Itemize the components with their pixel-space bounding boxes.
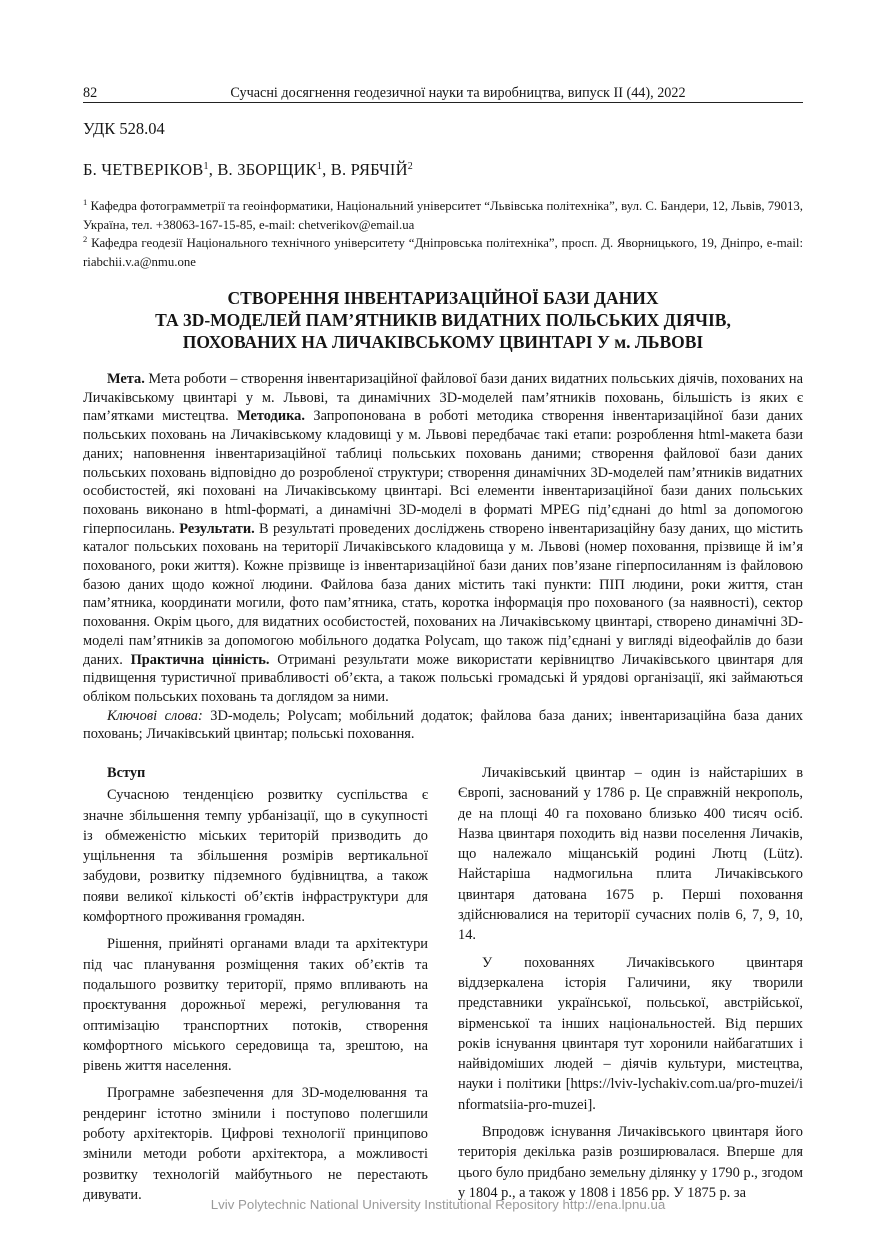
title-line: ПОХОВАНИХ НА ЛИЧАКІВСЬКОМУ ЦВИНТАРІ У м. ЛЬВОВІ [182,332,704,352]
author-affil-mark: 1 [203,161,209,172]
aim-text: Мета роботи – створення інвентаризаційної файлової бази даних видатних польських діячів, похованих на Личаківському цвинтарі у м. Львові, та динамічних 3D-моделей пам’ятників поховань, більшість із яких є пам’ятками мистецтва. [83,371,803,425]
repository-footer: Lviv Polytechnic National University Institutional Repository http://ena.lpnu.ua [210,1197,666,1212]
body-column-left [83,763,428,1212]
method-label: Методика. [237,408,305,425]
reference-url: [https://lviv-lychakiv.com.ua/pro-muzei/informatsiia-pro-muzei]. [458,1076,803,1113]
method-text: Запропонована в роботі методика створення інвентаризаційної бази даних польських поховань на Личаківському кладовищі у м. Львові передбачає такі етапи: розроблення html-макета бази даних; наповнення інвентаризаційної таблиці польських поховань даними; створення файлової бази даних польських поховань відповідно до розробленої структури; створення динамічних 3D-моделей пам’ятників видатних особистостей, які поховані на Личаківському цвинтарі. Всі елементи інвентаризаційної бази даних польських поховань виконано в html-форматі, а динамічні 3D-моделі в форматі MPEG під’єднані до html за допомогою гіперпосилань. [83,408,803,537]
affiliation-1 [83,197,803,235]
abstract-paragraph [83,370,803,707]
author-name: В. РЯБЧІЙ [330,160,408,179]
author-list: Б. ЧЕТВЕРІКОВ$^1$, В. ЗБОРЩИК$^1$, В. РЯБЧІЙ$^2$ [83,160,413,179]
title-line: ТА 3D-МОДЕЛЕЙ ПАМ’ЯТНИКІВ ВИДАТНИХ ПОЛЬСЬКИХ ДІЯЧІВ, [155,310,731,330]
results-label: Результати. [179,520,255,537]
affiliation-mark: 2 [83,234,88,244]
body-column-right [458,763,803,1210]
affiliation-2 [83,234,803,272]
journal-title: Сучасні досягнення геодезичної науки та виробництва, випуск II (44), 2022 [230,85,686,101]
body-paragraph: Личаківський цвинтар – один із найстаріших в Європі, заснований у 1786 р. Це справжній некрополь, де на площі 40 га поховано близько 400 тисяч осіб. Назва цвинтаря походить від назви поселення Личаків, що належало міщанській родині Лютц (Lütz). Найстаріша надмогильна плита Личаківського цвинтаря датована 1675 р. Перші поховання здійснювалися на території сучасних полів 6, 7, 9, 10, 14. [458,765,803,944]
body-paragraph: Рішення, прийняті органами влади та архітектури під час планування розміщення таких об’єктів та подальшого розвитку території, прямо впливають на проєктування дорожньої мережі, регулювання та оптимізацію транспортних потоків, створення комфортного міського середовища та, зрештою, на рівень життя населення. [83,936,428,1075]
body-paragraph [458,953,803,1115]
title-line: СТВОРЕННЯ ІНВЕНТАРИЗАЦІЙНОЇ БАЗИ ДАНИХ [227,288,659,308]
author-name: В. ЗБОРЩИК [217,160,317,179]
aim-label: Мета. [107,371,145,387]
page-number: 82 [83,85,98,101]
affiliation-text: Кафедра фотограмметрії та геоінформатики, Національний університет “Львівська політехніка”, вул. С. Бандери, 12, Львів, 79013, Україна, тел. +38063-167-15-85, e-mail: chetverikov@email.ua [83,199,803,232]
keywords-text: 3D-модель; Polycam; мобільний додаток; файлова база даних; інвентаризаційна база даних поховань; Личаківський цвинтар; польські поховання. [83,707,803,743]
body-paragraph-text: У похованнях Личаківського цвинтаря віддзеркалена історія Галичини, яку творили представники української, польської, австрійської, вірменської та інших національностей. Від перших років існування цвинтаря тут хоронили найбагатших і найвідоміших людей – діячів культури, мистецтва, науки і політики [458,954,803,1093]
body-paragraph: Впродовж існування Личаківського цвинтаря його територія декілька разів розширювалася. Вперше для цього було придбано земельну ділянку у 1790 р., згодом у 1804 р., а також у 1808 і 1856 рр. У 1875 р. за [458,1124,803,1201]
section-heading-intro: Вступ [107,765,146,781]
body-paragraph: Сучасною тенденцією розвитку суспільства є значне збільшення темпу урбанізації, що в сукупності із обмеженістю міських територій призводить до ущільнення та збільшення розмірів вертикальної забудови, розвитку підземного будівництва, а також появи великої кількості об’єктів інфраструктури для комфортного проживання громадян. [83,787,428,926]
body-paragraph: Програмне забезпечення для 3D-моделювання та рендеринг істотно змінили і поступово полегшили роботу архітекторів. Цифрові технології принципово змінили методи роботи архітектора, а можливості розвитку технологій майбутнього не перестають дивувати. [83,1085,428,1203]
affiliation-mark: 1 [83,197,88,207]
udc-code: УДК 528.04 [83,119,165,138]
author-affil-mark: 1 [316,161,323,172]
practical-text: Отримані результати може використати керівництво Личаківського цвинтаря для підвищення туристичної привабливості об’єкта, а також польські громадські й урядові організації, які займаються обліком польських поховань та доглядом за ними. [83,651,803,705]
keywords-paragraph [83,707,803,744]
abstract [83,370,803,744]
running-header [83,84,803,103]
keywords-label: Ключові слова: [107,707,203,724]
paper-title [83,287,803,353]
author-name: Б. ЧЕТВЕРІКОВ [83,160,204,179]
author-affil-mark: 2 [407,161,413,172]
results-text: В результаті проведених досліджень створено інвентаризаційну базу даних, що містить каталог польських поховань на території Личаківського кладовища у м. Львові (номер поховання, прізвище й ім’я похованого, роки життя). Кожне прізвище із інвентаризаційної бази даних пов’язане гіперпосиланням із файловою базою даних щодо кожної людини. Файлова база даних містить такі пункти: ПІП людини, роки життя, стан пам’ятника, координати могили, фото пам’ятника, стать, коротка інформація про похованого (за наявності), сектор поховання. Окрім цього, для видатних особистостей, похованих на Личаківському цвинтарі, створено динамічні 3D-моделі пам’ятників за допомогою мобільного додатка Polycam, що також під’єднані у вигляді відеофайлів до бази даних. [83,520,803,668]
affiliation-text: Кафедра геодезії Національного технічного університету “Дніпровська політехніка”, просп. Д. Яворницького, 19, Дніпро, e-mail: riabchii.v.a@nmu.one [83,236,804,269]
practical-label: Практична цінність. [130,651,270,668]
